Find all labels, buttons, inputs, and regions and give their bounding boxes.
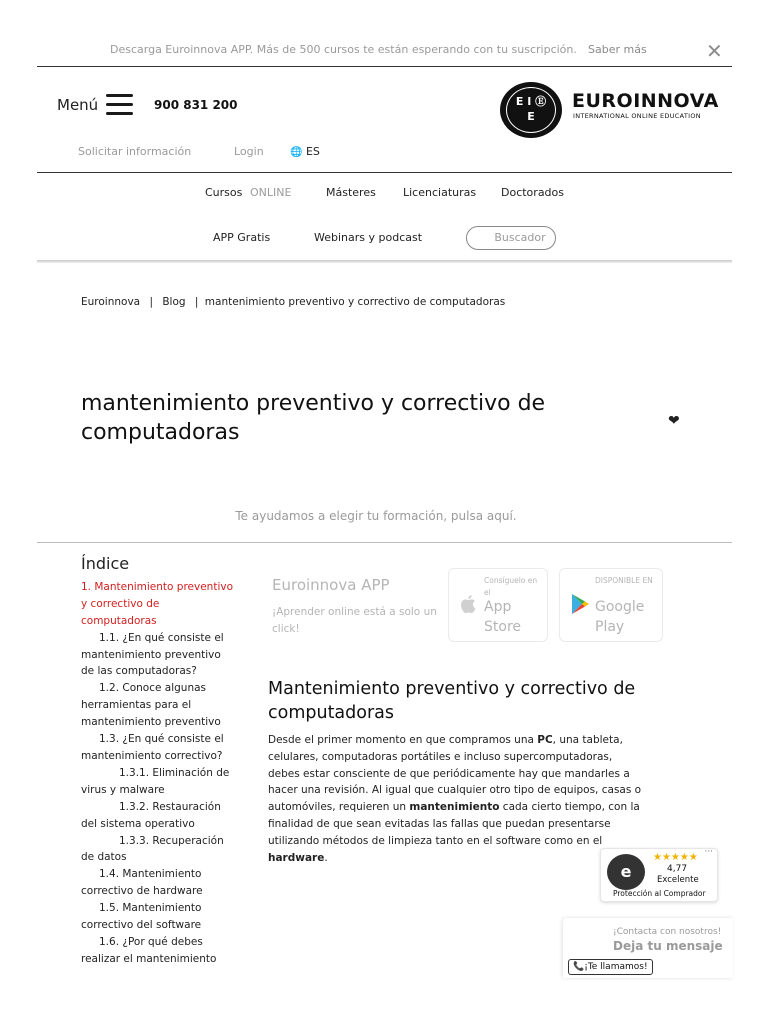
toc-item[interactable]: 1. Mantenimiento preventivo y correctivo de computadoras (81, 580, 234, 627)
logo[interactable] (500, 82, 720, 138)
close-icon[interactable]: ✕ (706, 39, 723, 63)
google-play-icon (570, 593, 590, 620)
divider (37, 66, 732, 67)
trusted-shops-badge[interactable] (600, 848, 718, 902)
divider (37, 542, 732, 543)
nav-online-tag[interactable]: ONLINE (250, 186, 292, 199)
article-bold-pc: PC (537, 734, 553, 746)
breadcrumb-blog[interactable]: Blog (162, 296, 186, 308)
logo-name: EUROINNOVA (572, 90, 719, 112)
rating-stars: ★★★★★ (653, 852, 698, 863)
breadcrumb-separator: | (149, 296, 153, 308)
toc-item[interactable]: 1.3. ¿En qué consiste el mantenimiento correctivo? (81, 733, 224, 762)
app-promo-subtitle: ¡Aprender online está a solo un click! (272, 606, 437, 635)
table-of-contents (81, 556, 233, 968)
header (0, 82, 768, 132)
phone-number[interactable]: 900 831 200 (154, 98, 238, 112)
logo-emblem (500, 82, 562, 138)
request-info-link[interactable]: Solicitar información (78, 145, 192, 158)
breadcrumb-separator: | (194, 296, 199, 308)
rating-score: 4,77 (667, 864, 688, 874)
promo-more-link[interactable]: Saber más (588, 43, 647, 56)
logo-monogram: E I Ⓔ E (515, 95, 547, 123)
article-bold-hardware: hardware (268, 851, 325, 864)
google-play-button[interactable] (559, 568, 663, 642)
promo-bar (0, 36, 768, 66)
contact-widget[interactable] (563, 918, 733, 978)
article (268, 677, 643, 866)
nav-cursos-label: Cursos (205, 186, 243, 199)
breadcrumb-home[interactable]: Euroinnova (81, 296, 141, 308)
page-title: mantenimiento preventivo y correctivo de computadoras (81, 391, 546, 445)
heart-icon[interactable]: ❤ (668, 413, 680, 429)
logo-tagline: INTERNATIONAL ONLINE EDUCATION (573, 112, 701, 120)
header-shadow (37, 260, 732, 263)
app-promo (270, 568, 670, 648)
google-play-small: DISPONIBLE EN (595, 576, 653, 585)
call-me-button[interactable]: 📞¡Te llamamos! (568, 959, 653, 975)
search-input[interactable]: Buscador (466, 226, 556, 250)
article-heading: Mantenimiento preventivo y correctivo de computadoras (268, 679, 636, 723)
more-icon[interactable]: ··· (704, 847, 713, 857)
language-code: ES (305, 145, 320, 158)
leave-message-link[interactable]: Deja tu mensaje (613, 939, 723, 953)
help-choose-link[interactable]: Te ayudamos a elegir tu formación, pulsa aquí. (235, 509, 517, 523)
toc-item[interactable]: 1.4. Mantenimiento correctivo de hardware (81, 868, 203, 898)
app-store-button[interactable] (448, 568, 548, 642)
globe-icon: 🌐 (290, 147, 303, 158)
article-paragraph: Desde el primer momento en que compramos una PC, una tableta, celulares, computadoras portátiles e incluso supercomputadoras, debes estar consciente de que periódicamente hay que mandarles a hacer una revisión. Al igual que cualquier otro tipo de equipos, casas o automóviles, requieren un mantenimiento cada cierto tiempo, con la finalidad de que sean evitadas las fallas que puedan presentarse utilizando métodos de limpieza tanto en el software como en el hardware. (268, 734, 642, 864)
breadcrumb (81, 296, 505, 308)
promo-text: Descarga Euroinnova APP. Más de 500 cursos te están esperando con tu suscripción. (110, 43, 577, 56)
login-link[interactable]: Login (234, 145, 264, 158)
nav-app-gratis[interactable]: APP Gratis (213, 231, 271, 244)
buyer-protection-label: Protección al Comprador (613, 889, 706, 898)
app-promo-title: Euroinnova APP (272, 576, 390, 594)
language-selector[interactable] (290, 145, 320, 158)
apple-icon (459, 593, 479, 620)
nav-doctorados[interactable]: Doctorados (501, 186, 564, 199)
contact-prompt: ¡Contacta con nosotros! (613, 927, 722, 937)
divider (37, 172, 732, 173)
app-store-label: App Store (484, 599, 522, 635)
toc-item[interactable]: 1.3.2. Restauración del sistema operativo (81, 800, 221, 830)
toc-item[interactable]: 1.5. Mantenimiento correctivo del software (81, 902, 202, 932)
hamburger-icon[interactable] (106, 94, 133, 116)
app-store-small: Consíguelo en el (484, 576, 538, 597)
trusted-shops-icon: e (607, 854, 645, 890)
nav-licenciaturas[interactable]: Licenciaturas (403, 186, 477, 199)
google-play-label: Google Play (595, 599, 645, 635)
article-bold-mantenimiento: mantenimiento (409, 801, 500, 814)
menu-label[interactable]: Menú (57, 96, 99, 114)
toc-item[interactable]: 1.3.3. Recuperación de datos (81, 834, 224, 864)
toc-item[interactable]: 1.1. ¿En qué consiste el mantenimiento preventivo de las computadoras? (81, 631, 224, 678)
toc-item[interactable]: 1.2. Conoce algunas herramientas para el mantenimiento preventivo (81, 682, 221, 729)
rating-label: Excelente (657, 875, 699, 885)
toc-item[interactable]: 1.3.1. Eliminación de virus y malware (81, 766, 230, 796)
toc-title: Índice (81, 554, 130, 573)
toc-item[interactable]: 1.6. ¿Por qué debes realizar el mantenimiento (81, 935, 217, 965)
breadcrumb-current: mantenimiento preventivo y correctivo de computadoras (204, 296, 506, 308)
nav-webinars[interactable]: Webinars y podcast (314, 231, 423, 244)
nav-masteres[interactable]: Másteres (326, 186, 376, 199)
